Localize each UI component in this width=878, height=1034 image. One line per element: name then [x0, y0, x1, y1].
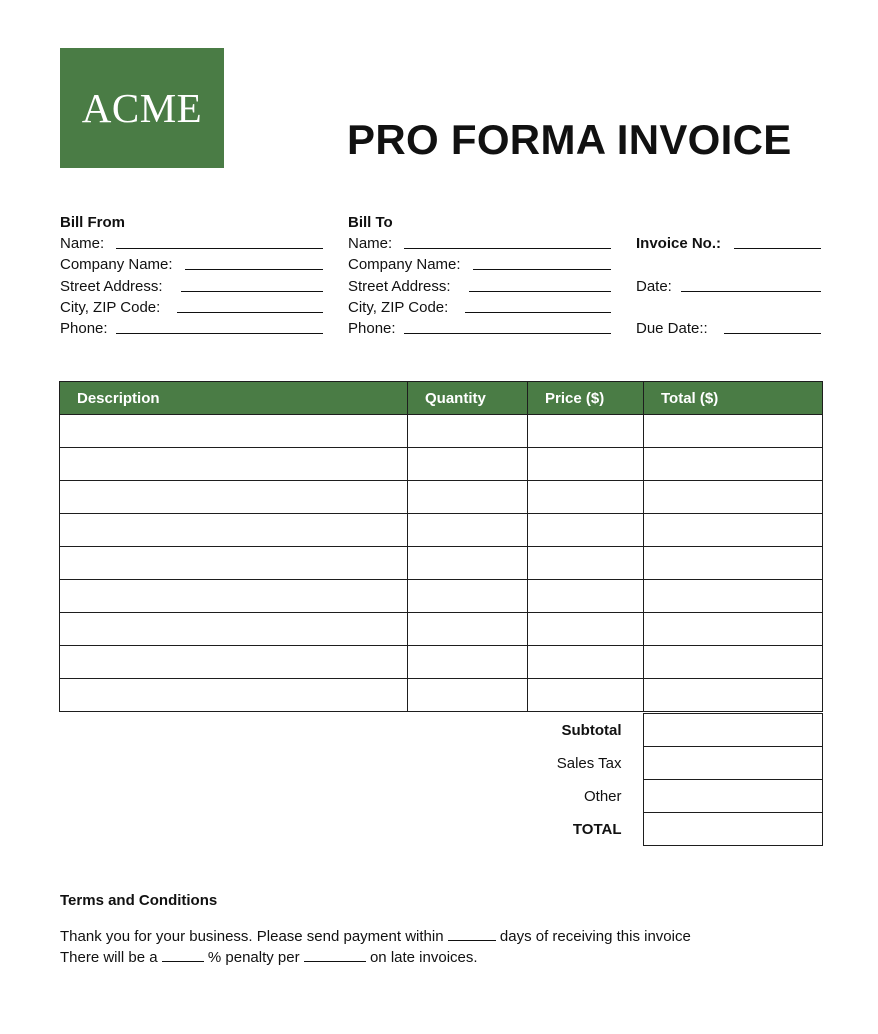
description-cell[interactable]: [60, 547, 408, 580]
bill-from-section: [60, 212, 323, 339]
bill-from-city-label: City, ZIP Code:: [60, 298, 161, 316]
price-cell[interactable]: [528, 679, 644, 712]
terms-line-1: [60, 926, 691, 945]
price-header: Price ($): [528, 382, 644, 415]
table-row: [60, 646, 823, 679]
total-cell[interactable]: [644, 580, 823, 613]
bill-from-city-field[interactable]: [177, 312, 323, 313]
quantity-cell[interactable]: [408, 514, 528, 547]
price-cell[interactable]: [528, 613, 644, 646]
invoice-title: PRO FORMA INVOICE: [347, 116, 792, 163]
sales-tax-row: [422, 747, 822, 780]
bill-to-section: [348, 212, 611, 339]
bill-to-name-label: Name:: [348, 235, 393, 252]
total-row: [422, 813, 822, 846]
total-cell[interactable]: [644, 415, 823, 448]
sales-tax-label: Sales Tax: [556, 754, 622, 772]
description-cell[interactable]: [60, 481, 408, 514]
company-logo: ACME: [60, 48, 224, 168]
description-cell[interactable]: [60, 679, 408, 712]
price-cell[interactable]: [528, 646, 644, 679]
price-cell[interactable]: [528, 415, 644, 448]
terms-text: on late invoices.: [369, 949, 478, 966]
quantity-cell[interactable]: [408, 415, 528, 448]
quantity-cell[interactable]: [408, 580, 528, 613]
price-cell[interactable]: [528, 448, 644, 481]
table-row: [60, 514, 823, 547]
quantity-cell[interactable]: [408, 481, 528, 514]
bill-from-company-field[interactable]: [185, 269, 323, 270]
bill-from-name-label: Name:: [60, 235, 105, 252]
bill-from-name-field[interactable]: [116, 248, 323, 249]
quantity-cell[interactable]: [408, 547, 528, 580]
description-cell[interactable]: [60, 613, 408, 646]
quantity-cell[interactable]: [408, 679, 528, 712]
quantity-header: Quantity: [408, 382, 528, 415]
other-label: Other: [583, 787, 622, 805]
penalty-period-field[interactable]: [304, 947, 366, 962]
total-cell[interactable]: [644, 613, 823, 646]
other-row: [422, 780, 822, 813]
quantity-cell[interactable]: [408, 646, 528, 679]
price-cell[interactable]: [528, 481, 644, 514]
bill-from-phone-field[interactable]: [116, 333, 323, 334]
due-date-field[interactable]: [724, 333, 821, 334]
bill-to-phone-field[interactable]: [404, 333, 611, 334]
terms-text: days of receiving this invoice: [499, 928, 691, 945]
price-cell[interactable]: [528, 514, 644, 547]
line-items-table: [59, 381, 823, 712]
bill-to-name-field[interactable]: [404, 248, 611, 249]
bill-from-heading: Bill From: [60, 214, 126, 231]
subtotal-label: Subtotal: [561, 721, 622, 739]
penalty-percent-field[interactable]: [162, 947, 204, 962]
other-field[interactable]: [643, 780, 822, 813]
description-cell[interactable]: [60, 514, 408, 547]
line-items-header-row: [60, 382, 823, 415]
bill-to-phone-label: Phone:: [348, 320, 396, 338]
bill-from-company-label: Company Name:: [60, 256, 173, 274]
description-cell[interactable]: [60, 415, 408, 448]
invoice-info-section: [636, 212, 821, 339]
sales-tax-field[interactable]: [643, 747, 822, 780]
terms-text: Thank you for your business. Please send payment within: [60, 928, 444, 945]
terms-text: % penalty per: [207, 949, 300, 966]
table-row: [60, 679, 823, 712]
subtotal-row: [422, 714, 822, 747]
totals-table: [422, 713, 823, 846]
invoice-number-label: Invoice No.:: [636, 235, 722, 252]
total-field[interactable]: [643, 813, 822, 846]
table-row: [60, 547, 823, 580]
price-cell[interactable]: [528, 580, 644, 613]
total-cell[interactable]: [644, 646, 823, 679]
quantity-cell[interactable]: [408, 448, 528, 481]
terms-heading: Terms and Conditions: [60, 892, 218, 909]
bill-to-street-field[interactable]: [469, 291, 611, 292]
description-cell[interactable]: [60, 448, 408, 481]
description-header: Description: [60, 382, 408, 415]
date-label: Date:: [636, 277, 672, 295]
price-cell[interactable]: [528, 547, 644, 580]
description-cell[interactable]: [60, 580, 408, 613]
quantity-cell[interactable]: [408, 613, 528, 646]
description-cell[interactable]: [60, 646, 408, 679]
invoice-number-field[interactable]: [734, 248, 821, 249]
total-cell[interactable]: [644, 481, 823, 514]
bill-to-city-label: City, ZIP Code:: [348, 298, 449, 316]
bill-to-heading: Bill To: [348, 214, 393, 231]
bill-to-city-field[interactable]: [465, 312, 611, 313]
table-row: [60, 580, 823, 613]
total-cell[interactable]: [644, 514, 823, 547]
bill-from-phone-label: Phone:: [60, 320, 108, 338]
bill-to-street-label: Street Address:: [348, 277, 451, 295]
table-row: [60, 481, 823, 514]
bill-to-company-field[interactable]: [473, 269, 611, 270]
total-cell[interactable]: [644, 448, 823, 481]
table-row: [60, 415, 823, 448]
bill-from-street-label: Street Address:: [60, 277, 163, 295]
terms-text: There will be a: [60, 949, 158, 966]
due-date-label: Due Date::: [636, 320, 708, 338]
payment-days-field[interactable]: [448, 926, 496, 941]
bill-to-company-label: Company Name:: [348, 256, 461, 274]
total-header: Total ($): [644, 382, 823, 415]
total-cell[interactable]: [644, 547, 823, 580]
bill-from-street-field[interactable]: [181, 291, 323, 292]
total-label: TOTAL: [572, 820, 622, 838]
total-cell[interactable]: [644, 679, 823, 712]
table-row: [60, 613, 823, 646]
table-row: [60, 448, 823, 481]
subtotal-field[interactable]: [643, 714, 822, 747]
date-field[interactable]: [681, 291, 821, 292]
terms-line-2: [60, 947, 478, 966]
